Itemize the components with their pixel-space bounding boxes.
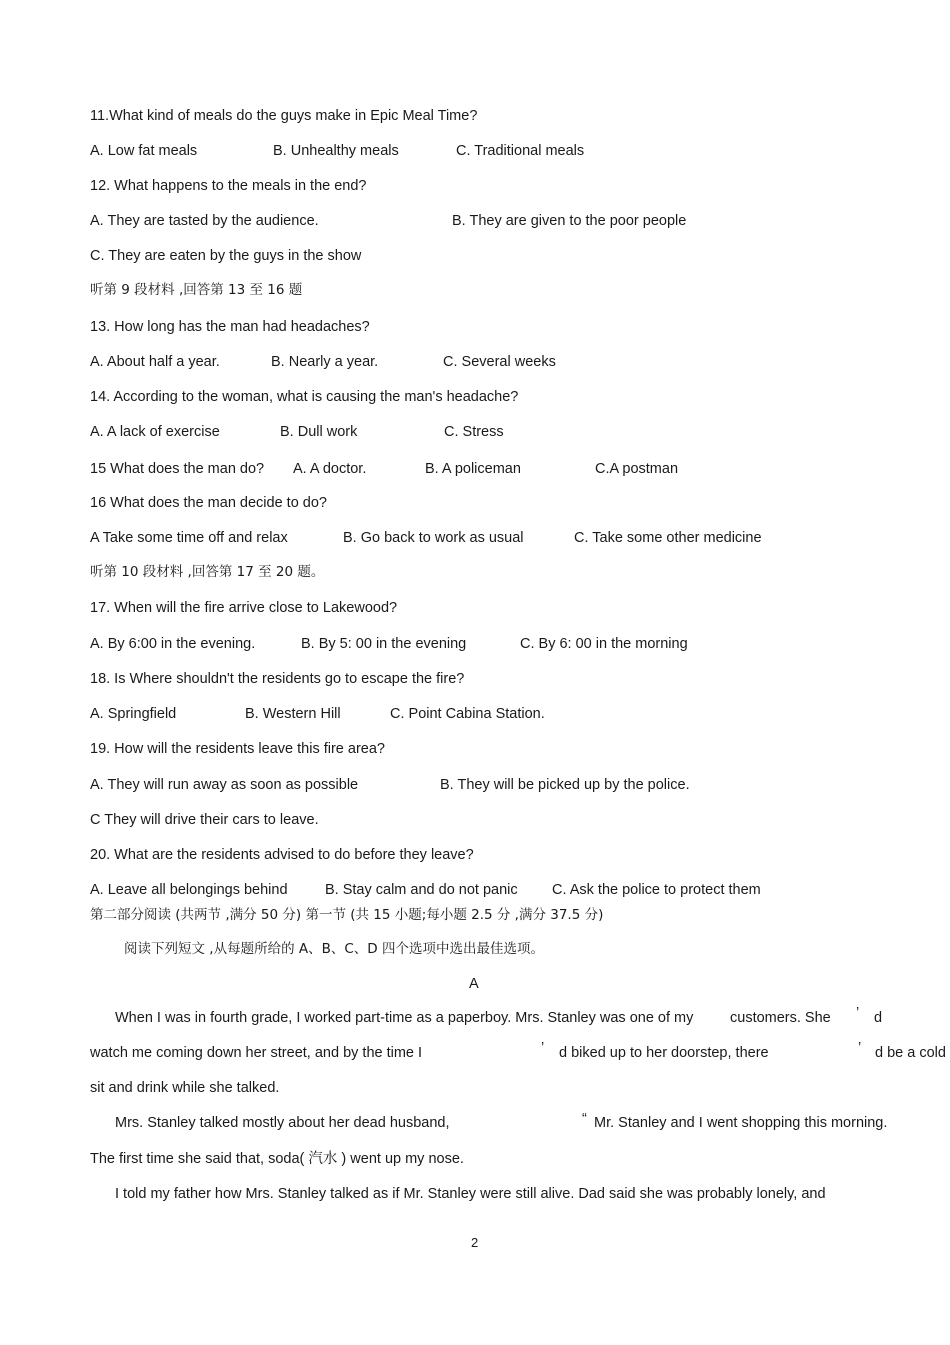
option-c: C. Stress — [444, 424, 504, 440]
question-stem: 14. According to the woman, what is causing the man's headache? — [90, 389, 519, 405]
question-stem: 12. What happens to the meals in the end? — [90, 178, 367, 194]
option-a: A. Springfield — [90, 706, 177, 722]
option-b: B. Dull work — [280, 424, 358, 440]
passage-text: ’ — [541, 1040, 545, 1056]
option-a: A. They will run away as soon as possible — [90, 777, 359, 793]
passage-text: Mrs. Stanley talked mostly about her dead husband, — [115, 1115, 450, 1131]
option-c: C. Several weeks — [443, 354, 556, 370]
option-b: B. Stay calm and do not panic — [325, 882, 518, 898]
passage-text: watch me coming down her street, and by the time I — [90, 1045, 423, 1061]
passage-text: d be a cold — [875, 1045, 946, 1061]
option-a: A. By 6:00 in the evening. — [90, 636, 256, 652]
option-a: A. They are tasted by the audience. — [90, 213, 319, 229]
option-c: C. Traditional meals — [456, 143, 585, 159]
option-c: C. They are eaten by the guys in the show — [90, 248, 362, 264]
passage-text: I told my father how Mrs. Stanley talked as if Mr. Stanley were still alive. Dad said she was probably lonely, and — [115, 1186, 826, 1202]
option-a: A Take some time off and relax — [90, 530, 288, 546]
passage-text: ’ — [856, 1005, 860, 1021]
question-stem: 19. How will the residents leave this fire area? — [90, 741, 385, 757]
option-a: A. A doctor. — [293, 461, 367, 477]
question-stem: 15 What does the man do? — [90, 461, 265, 477]
passage-text: d biked up to her doorstep, there — [559, 1045, 769, 1061]
option-a: A. Leave all belongings behind — [90, 882, 288, 898]
question-stem: 17. When will the fire arrive close to Lakewood? — [90, 600, 398, 616]
option-a: A. Low fat meals — [90, 143, 198, 159]
passage-text: d — [874, 1010, 883, 1026]
option-b: B. By 5: 00 in the evening — [301, 636, 467, 652]
question-stem: 20. What are the residents advised to do before they leave? — [90, 847, 474, 863]
option-c: C.A postman — [595, 461, 679, 477]
passage-letter: A — [469, 976, 479, 992]
option-b: B. They are given to the poor people — [452, 213, 687, 229]
question-stem: 18. Is Where shouldn't the residents go to escape the fire? — [90, 671, 465, 687]
passage-text: sit and drink while she talked. — [90, 1080, 280, 1096]
option-b: B. Western Hill — [245, 706, 341, 722]
option-b: B. Unhealthy meals — [273, 143, 399, 159]
page-number: 2 — [471, 1235, 479, 1250]
passage-text: The first time she said that, soda( 汽水 ) went up my nose. — [90, 1151, 464, 1167]
passage-text: “ — [582, 1111, 587, 1127]
passage-text: Mr. Stanley and I went shopping this morning. — [594, 1115, 888, 1131]
option-b: B. Nearly a year. — [271, 354, 379, 370]
passage-text: customers. She — [730, 1010, 831, 1026]
option-b: B. Go back to work as usual — [343, 530, 524, 546]
option-a: A. A lack of exercise — [90, 424, 220, 440]
section-heading: 听第 10 段材料 ,回答第 17 至 20 题。 — [90, 564, 325, 580]
passage-text: ’ — [858, 1040, 862, 1056]
part-heading: 第二部分阅读 (共两节 ,满分 50 分) 第一节 (共 15 小题;每小题 2.5 分 ,满分 37.5 分) — [90, 907, 604, 923]
option-a: A. About half a year. — [90, 354, 220, 370]
section-heading: 听第 9 段材料 ,回答第 13 至 16 题 — [90, 282, 303, 298]
question-stem: 16 What does the man decide to do? — [90, 495, 327, 511]
reading-instruction: 阅读下列短文 ,从每题所给的 A、B、C、D 四个选项中选出最佳选项。 — [124, 941, 544, 957]
question-stem: 13. How long has the man had headaches? — [90, 319, 370, 335]
option-c: C They will drive their cars to leave. — [90, 812, 319, 828]
passage-text: When I was in fourth grade, I worked part-time as a paperboy. Mrs. Stanley was one of my — [115, 1010, 694, 1026]
option-c: C. Take some other medicine — [574, 530, 762, 546]
option-c: C. By 6: 00 in the morning — [520, 636, 688, 652]
option-c: C. Ask the police to protect them — [552, 882, 761, 898]
option-b: B. A policeman — [425, 461, 521, 477]
option-c: C. Point Cabina Station. — [390, 706, 545, 722]
option-b: B. They will be picked up by the police. — [440, 777, 690, 793]
question-stem: 11.What kind of meals do the guys make in Epic Meal Time? — [90, 108, 478, 124]
